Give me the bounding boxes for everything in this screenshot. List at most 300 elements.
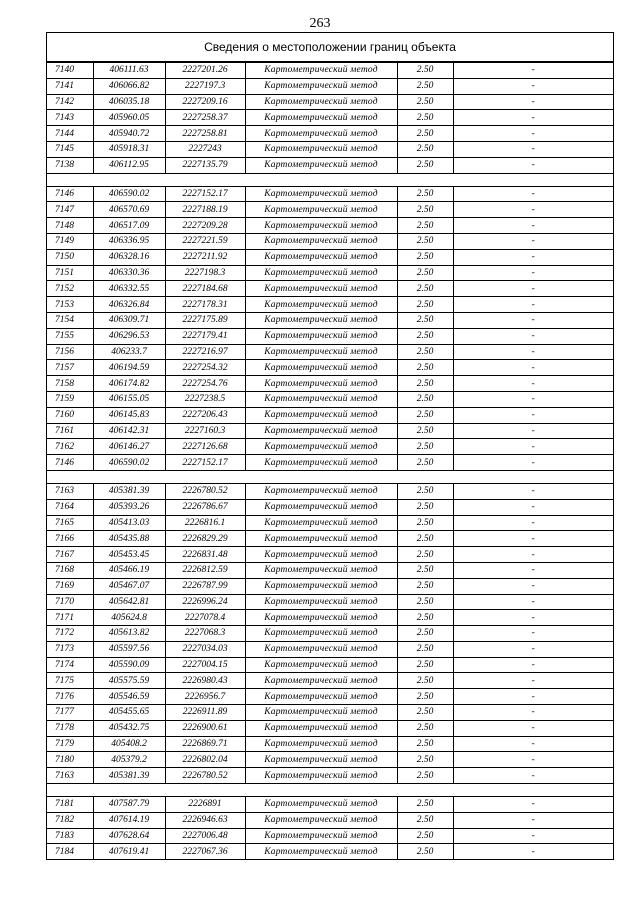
group-separator-row — [47, 784, 613, 797]
note-cell: - — [453, 344, 613, 360]
method-cell: Картометрический метод — [245, 218, 397, 234]
point-number-cell: 7146 — [47, 455, 93, 471]
table-row — [47, 202, 613, 218]
accuracy-cell: 2.50 — [397, 797, 453, 813]
table-row — [47, 547, 613, 563]
table-row — [47, 265, 613, 281]
point-number-cell: 7146 — [47, 186, 93, 202]
method-cell: Картометрический метод — [245, 328, 397, 344]
method-cell: Картометрический метод — [245, 186, 397, 202]
table-row — [47, 641, 613, 657]
accuracy-cell: 2.50 — [397, 483, 453, 499]
accuracy-cell: 2.50 — [397, 141, 453, 157]
x-coordinate-cell: 407587.79 — [93, 797, 165, 813]
note-cell: - — [453, 844, 613, 860]
point-number-cell: 7143 — [47, 110, 93, 126]
point-number-cell: 7138 — [47, 157, 93, 173]
method-cell: Картометрический метод — [245, 705, 397, 721]
note-cell: - — [453, 281, 613, 297]
table-row — [47, 705, 613, 721]
point-number-cell: 7144 — [47, 126, 93, 142]
x-coordinate-cell: 405575.59 — [93, 673, 165, 689]
point-number-cell: 7140 — [47, 63, 93, 79]
table-row — [47, 423, 613, 439]
method-cell: Картометрический метод — [245, 63, 397, 79]
page-number: 263 — [309, 16, 331, 31]
point-number-cell: 7163 — [47, 768, 93, 784]
y-coordinate-cell: 2227211.92 — [165, 249, 245, 265]
method-cell: Картометрический метод — [245, 752, 397, 768]
accuracy-cell: 2.50 — [397, 360, 453, 376]
x-coordinate-cell: 406570.69 — [93, 202, 165, 218]
x-coordinate-cell: 405940.72 — [93, 126, 165, 142]
table-row — [47, 249, 613, 265]
y-coordinate-cell: 2227209.28 — [165, 218, 245, 234]
accuracy-cell: 2.50 — [397, 202, 453, 218]
y-coordinate-cell: 2226911.89 — [165, 705, 245, 721]
accuracy-cell: 2.50 — [397, 312, 453, 328]
point-number-cell: 7160 — [47, 407, 93, 423]
accuracy-cell: 2.50 — [397, 281, 453, 297]
method-cell: Картометрический метод — [245, 828, 397, 844]
accuracy-cell: 2.50 — [397, 705, 453, 721]
y-coordinate-cell: 2227160.3 — [165, 423, 245, 439]
point-number-cell: 7149 — [47, 233, 93, 249]
note-cell: - — [453, 515, 613, 531]
point-number-cell: 7156 — [47, 344, 93, 360]
note-cell: - — [453, 202, 613, 218]
table-row — [47, 157, 613, 173]
table-row — [47, 562, 613, 578]
table-row — [47, 110, 613, 126]
x-coordinate-cell: 406330.36 — [93, 265, 165, 281]
table-row — [47, 515, 613, 531]
point-number-cell: 7175 — [47, 673, 93, 689]
accuracy-cell: 2.50 — [397, 297, 453, 313]
accuracy-cell: 2.50 — [397, 110, 453, 126]
y-coordinate-cell: 2227254.32 — [165, 360, 245, 376]
y-coordinate-cell: 2226812.59 — [165, 562, 245, 578]
accuracy-cell: 2.50 — [397, 562, 453, 578]
note-cell: - — [453, 455, 613, 471]
method-cell: Картометрический метод — [245, 126, 397, 142]
method-cell: Картометрический метод — [245, 265, 397, 281]
accuracy-cell: 2.50 — [397, 626, 453, 642]
note-cell: - — [453, 297, 613, 313]
table-row — [47, 768, 613, 784]
point-number-cell: 7174 — [47, 657, 93, 673]
x-coordinate-cell: 405918.31 — [93, 141, 165, 157]
accuracy-cell: 2.50 — [397, 610, 453, 626]
method-cell: Картометрический метод — [245, 736, 397, 752]
x-coordinate-cell: 406233.7 — [93, 344, 165, 360]
table-title: Сведения о местоположении границ объекта — [47, 33, 613, 62]
note-cell: - — [453, 376, 613, 392]
table-row — [47, 126, 613, 142]
y-coordinate-cell: 2227184.68 — [165, 281, 245, 297]
note-cell: - — [453, 186, 613, 202]
point-number-cell: 7162 — [47, 439, 93, 455]
y-coordinate-cell: 2227152.17 — [165, 186, 245, 202]
accuracy-cell: 2.50 — [397, 186, 453, 202]
table-row — [47, 736, 613, 752]
x-coordinate-cell: 407628.64 — [93, 828, 165, 844]
y-coordinate-cell: 2226900.61 — [165, 720, 245, 736]
x-coordinate-cell: 406111.63 — [93, 63, 165, 79]
accuracy-cell: 2.50 — [397, 78, 453, 94]
note-cell: - — [453, 828, 613, 844]
x-coordinate-cell: 405379.2 — [93, 752, 165, 768]
y-coordinate-cell: 2227258.37 — [165, 110, 245, 126]
note-cell: - — [453, 360, 613, 376]
table-row — [47, 797, 613, 813]
table-row — [47, 439, 613, 455]
x-coordinate-cell: 405590.09 — [93, 657, 165, 673]
table-row — [47, 610, 613, 626]
note-cell: - — [453, 768, 613, 784]
y-coordinate-cell: 2227179.41 — [165, 328, 245, 344]
y-coordinate-cell: 2226786.67 — [165, 499, 245, 515]
coordinates-table-body — [47, 63, 613, 860]
x-coordinate-cell: 405432.75 — [93, 720, 165, 736]
table-row — [47, 578, 613, 594]
y-coordinate-cell: 2227258.81 — [165, 126, 245, 142]
point-number-cell: 7178 — [47, 720, 93, 736]
x-coordinate-cell: 406066.82 — [93, 78, 165, 94]
table-row — [47, 483, 613, 499]
point-number-cell: 7153 — [47, 297, 93, 313]
point-number-cell: 7141 — [47, 78, 93, 94]
y-coordinate-cell: 2227067.36 — [165, 844, 245, 860]
y-coordinate-cell: 2227216.97 — [165, 344, 245, 360]
accuracy-cell: 2.50 — [397, 439, 453, 455]
x-coordinate-cell: 407614.19 — [93, 812, 165, 828]
accuracy-cell: 2.50 — [397, 265, 453, 281]
x-coordinate-cell: 406142.31 — [93, 423, 165, 439]
method-cell: Картометрический метод — [245, 455, 397, 471]
note-cell: - — [453, 407, 613, 423]
note-cell: - — [453, 610, 613, 626]
point-number-cell: 7148 — [47, 218, 93, 234]
coordinates-table — [47, 62, 613, 860]
x-coordinate-cell: 405960.05 — [93, 110, 165, 126]
point-number-cell: 7172 — [47, 626, 93, 642]
method-cell: Картометрический метод — [245, 344, 397, 360]
accuracy-cell: 2.50 — [397, 657, 453, 673]
method-cell: Картометрический метод — [245, 233, 397, 249]
method-cell: Картометрический метод — [245, 641, 397, 657]
y-coordinate-cell: 2227254.76 — [165, 376, 245, 392]
table-row — [47, 812, 613, 828]
accuracy-cell: 2.50 — [397, 126, 453, 142]
y-coordinate-cell: 2226780.52 — [165, 768, 245, 784]
accuracy-cell: 2.50 — [397, 828, 453, 844]
method-cell: Картометрический метод — [245, 797, 397, 813]
accuracy-cell: 2.50 — [397, 391, 453, 407]
point-number-cell: 7142 — [47, 94, 93, 110]
table-row — [47, 531, 613, 547]
note-cell: - — [453, 797, 613, 813]
boundary-table-sheet — [46, 32, 614, 860]
y-coordinate-cell: 2227206.43 — [165, 407, 245, 423]
method-cell: Картометрический метод — [245, 812, 397, 828]
method-cell: Картометрический метод — [245, 768, 397, 784]
y-coordinate-cell: 2227175.89 — [165, 312, 245, 328]
note-cell: - — [453, 233, 613, 249]
note-cell: - — [453, 689, 613, 705]
method-cell: Картометрический метод — [245, 720, 397, 736]
y-coordinate-cell: 2226946.63 — [165, 812, 245, 828]
method-cell: Картометрический метод — [245, 281, 397, 297]
note-cell: - — [453, 562, 613, 578]
x-coordinate-cell: 406326.84 — [93, 297, 165, 313]
method-cell: Картометрический метод — [245, 562, 397, 578]
table-row — [47, 594, 613, 610]
y-coordinate-cell: 2226780.52 — [165, 483, 245, 499]
table-row — [47, 657, 613, 673]
x-coordinate-cell: 406174.82 — [93, 376, 165, 392]
method-cell: Картометрический метод — [245, 483, 397, 499]
group-separator-cell — [47, 173, 613, 186]
point-number-cell: 7181 — [47, 797, 93, 813]
x-coordinate-cell: 406035.18 — [93, 94, 165, 110]
point-number-cell: 7163 — [47, 483, 93, 499]
x-coordinate-cell: 406194.59 — [93, 360, 165, 376]
y-coordinate-cell: 2227201.26 — [165, 63, 245, 79]
method-cell: Картометрический метод — [245, 610, 397, 626]
y-coordinate-cell: 2227006.48 — [165, 828, 245, 844]
accuracy-cell: 2.50 — [397, 407, 453, 423]
x-coordinate-cell: 406332.55 — [93, 281, 165, 297]
method-cell: Картометрический метод — [245, 515, 397, 531]
note-cell: - — [453, 812, 613, 828]
method-cell: Картометрический метод — [245, 94, 397, 110]
point-number-cell: 7155 — [47, 328, 93, 344]
note-cell: - — [453, 391, 613, 407]
method-cell: Картометрический метод — [245, 110, 397, 126]
accuracy-cell: 2.50 — [397, 752, 453, 768]
x-coordinate-cell: 406517.09 — [93, 218, 165, 234]
method-cell: Картометрический метод — [245, 141, 397, 157]
y-coordinate-cell: 2227198.3 — [165, 265, 245, 281]
x-coordinate-cell: 405624.8 — [93, 610, 165, 626]
accuracy-cell: 2.50 — [397, 641, 453, 657]
table-row — [47, 344, 613, 360]
table-row — [47, 328, 613, 344]
method-cell: Картометрический метод — [245, 626, 397, 642]
note-cell: - — [453, 752, 613, 768]
table-row — [47, 499, 613, 515]
accuracy-cell: 2.50 — [397, 547, 453, 563]
x-coordinate-cell: 407619.41 — [93, 844, 165, 860]
accuracy-cell: 2.50 — [397, 94, 453, 110]
method-cell: Картометрический метод — [245, 423, 397, 439]
note-cell: - — [453, 141, 613, 157]
accuracy-cell: 2.50 — [397, 455, 453, 471]
accuracy-cell: 2.50 — [397, 344, 453, 360]
y-coordinate-cell: 2227135.79 — [165, 157, 245, 173]
group-separator-row — [47, 470, 613, 483]
point-number-cell: 7177 — [47, 705, 93, 721]
accuracy-cell: 2.50 — [397, 720, 453, 736]
note-cell: - — [453, 720, 613, 736]
point-number-cell: 7167 — [47, 547, 93, 563]
x-coordinate-cell: 406590.02 — [93, 455, 165, 471]
note-cell: - — [453, 157, 613, 173]
table-row — [47, 828, 613, 844]
table-row — [47, 233, 613, 249]
table-row — [47, 218, 613, 234]
point-number-cell: 7173 — [47, 641, 93, 657]
method-cell: Картометрический метод — [245, 391, 397, 407]
point-number-cell: 7147 — [47, 202, 93, 218]
group-separator-row — [47, 173, 613, 186]
y-coordinate-cell: 2227209.16 — [165, 94, 245, 110]
point-number-cell: 7158 — [47, 376, 93, 392]
point-number-cell: 7166 — [47, 531, 93, 547]
y-coordinate-cell: 2227068.3 — [165, 626, 245, 642]
table-row — [47, 391, 613, 407]
x-coordinate-cell: 405466.19 — [93, 562, 165, 578]
x-coordinate-cell: 406336.95 — [93, 233, 165, 249]
x-coordinate-cell: 406309.71 — [93, 312, 165, 328]
point-number-cell: 7183 — [47, 828, 93, 844]
y-coordinate-cell: 2226869.71 — [165, 736, 245, 752]
point-number-cell: 7165 — [47, 515, 93, 531]
y-coordinate-cell: 2226816.1 — [165, 515, 245, 531]
note-cell: - — [453, 673, 613, 689]
point-number-cell: 7154 — [47, 312, 93, 328]
note-cell: - — [453, 110, 613, 126]
method-cell: Картометрический метод — [245, 312, 397, 328]
accuracy-cell: 2.50 — [397, 233, 453, 249]
note-cell: - — [453, 531, 613, 547]
method-cell: Картометрический метод — [245, 578, 397, 594]
x-coordinate-cell: 406145.83 — [93, 407, 165, 423]
table-row — [47, 360, 613, 376]
y-coordinate-cell: 2226980.43 — [165, 673, 245, 689]
x-coordinate-cell: 406146.27 — [93, 439, 165, 455]
method-cell: Картометрический метод — [245, 673, 397, 689]
point-number-cell: 7161 — [47, 423, 93, 439]
accuracy-cell: 2.50 — [397, 812, 453, 828]
table-row — [47, 720, 613, 736]
method-cell: Картометрический метод — [245, 594, 397, 610]
x-coordinate-cell: 405467.07 — [93, 578, 165, 594]
table-row — [47, 407, 613, 423]
accuracy-cell: 2.50 — [397, 531, 453, 547]
point-number-cell: 7176 — [47, 689, 93, 705]
x-coordinate-cell: 405613.82 — [93, 626, 165, 642]
x-coordinate-cell: 405642.81 — [93, 594, 165, 610]
note-cell: - — [453, 94, 613, 110]
method-cell: Картометрический метод — [245, 531, 397, 547]
note-cell: - — [453, 265, 613, 281]
table-row — [47, 626, 613, 642]
method-cell: Картометрический метод — [245, 407, 397, 423]
note-cell: - — [453, 423, 613, 439]
method-cell: Картометрический метод — [245, 547, 397, 563]
method-cell: Картометрический метод — [245, 360, 397, 376]
note-cell: - — [453, 483, 613, 499]
y-coordinate-cell: 2226831.48 — [165, 547, 245, 563]
y-coordinate-cell: 2227004.15 — [165, 657, 245, 673]
y-coordinate-cell: 2227178.31 — [165, 297, 245, 313]
note-cell: - — [453, 249, 613, 265]
x-coordinate-cell: 406328.16 — [93, 249, 165, 265]
y-coordinate-cell: 2227197.3 — [165, 78, 245, 94]
note-cell: - — [453, 547, 613, 563]
table-row — [47, 63, 613, 79]
y-coordinate-cell: 2226891 — [165, 797, 245, 813]
point-number-cell: 7164 — [47, 499, 93, 515]
y-coordinate-cell: 2226996.24 — [165, 594, 245, 610]
note-cell: - — [453, 578, 613, 594]
point-number-cell: 7182 — [47, 812, 93, 828]
point-number-cell: 7159 — [47, 391, 93, 407]
table-row — [47, 78, 613, 94]
accuracy-cell: 2.50 — [397, 218, 453, 234]
note-cell: - — [453, 736, 613, 752]
note-cell: - — [453, 594, 613, 610]
x-coordinate-cell: 405435.88 — [93, 531, 165, 547]
method-cell: Картометрический метод — [245, 657, 397, 673]
note-cell: - — [453, 312, 613, 328]
accuracy-cell: 2.50 — [397, 768, 453, 784]
accuracy-cell: 2.50 — [397, 63, 453, 79]
x-coordinate-cell: 406296.53 — [93, 328, 165, 344]
method-cell: Картометрический метод — [245, 249, 397, 265]
accuracy-cell: 2.50 — [397, 673, 453, 689]
y-coordinate-cell: 2227034.03 — [165, 641, 245, 657]
point-number-cell: 7169 — [47, 578, 93, 594]
y-coordinate-cell: 2226802.04 — [165, 752, 245, 768]
x-coordinate-cell: 405597.56 — [93, 641, 165, 657]
method-cell: Картометрический метод — [245, 202, 397, 218]
point-number-cell: 7179 — [47, 736, 93, 752]
y-coordinate-cell: 2227126.68 — [165, 439, 245, 455]
x-coordinate-cell: 405453.45 — [93, 547, 165, 563]
note-cell: - — [453, 626, 613, 642]
table-row — [47, 376, 613, 392]
y-coordinate-cell: 2227243 — [165, 141, 245, 157]
method-cell: Картометрический метод — [245, 157, 397, 173]
note-cell: - — [453, 499, 613, 515]
y-coordinate-cell: 2227152.17 — [165, 455, 245, 471]
x-coordinate-cell: 405408.2 — [93, 736, 165, 752]
y-coordinate-cell: 2227238.5 — [165, 391, 245, 407]
y-coordinate-cell: 2226787.99 — [165, 578, 245, 594]
note-cell: - — [453, 126, 613, 142]
table-row — [47, 752, 613, 768]
point-number-cell: 7157 — [47, 360, 93, 376]
method-cell: Картометрический метод — [245, 376, 397, 392]
y-coordinate-cell: 2226956.7 — [165, 689, 245, 705]
method-cell: Картометрический метод — [245, 844, 397, 860]
y-coordinate-cell: 2227078.4 — [165, 610, 245, 626]
table-row — [47, 689, 613, 705]
y-coordinate-cell: 2227221.59 — [165, 233, 245, 249]
note-cell: - — [453, 641, 613, 657]
y-coordinate-cell: 2226829.29 — [165, 531, 245, 547]
table-row — [47, 455, 613, 471]
accuracy-cell: 2.50 — [397, 515, 453, 531]
x-coordinate-cell: 405393.26 — [93, 499, 165, 515]
group-separator-cell — [47, 470, 613, 483]
point-number-cell: 7152 — [47, 281, 93, 297]
method-cell: Картометрический метод — [245, 78, 397, 94]
x-coordinate-cell: 406155.05 — [93, 391, 165, 407]
